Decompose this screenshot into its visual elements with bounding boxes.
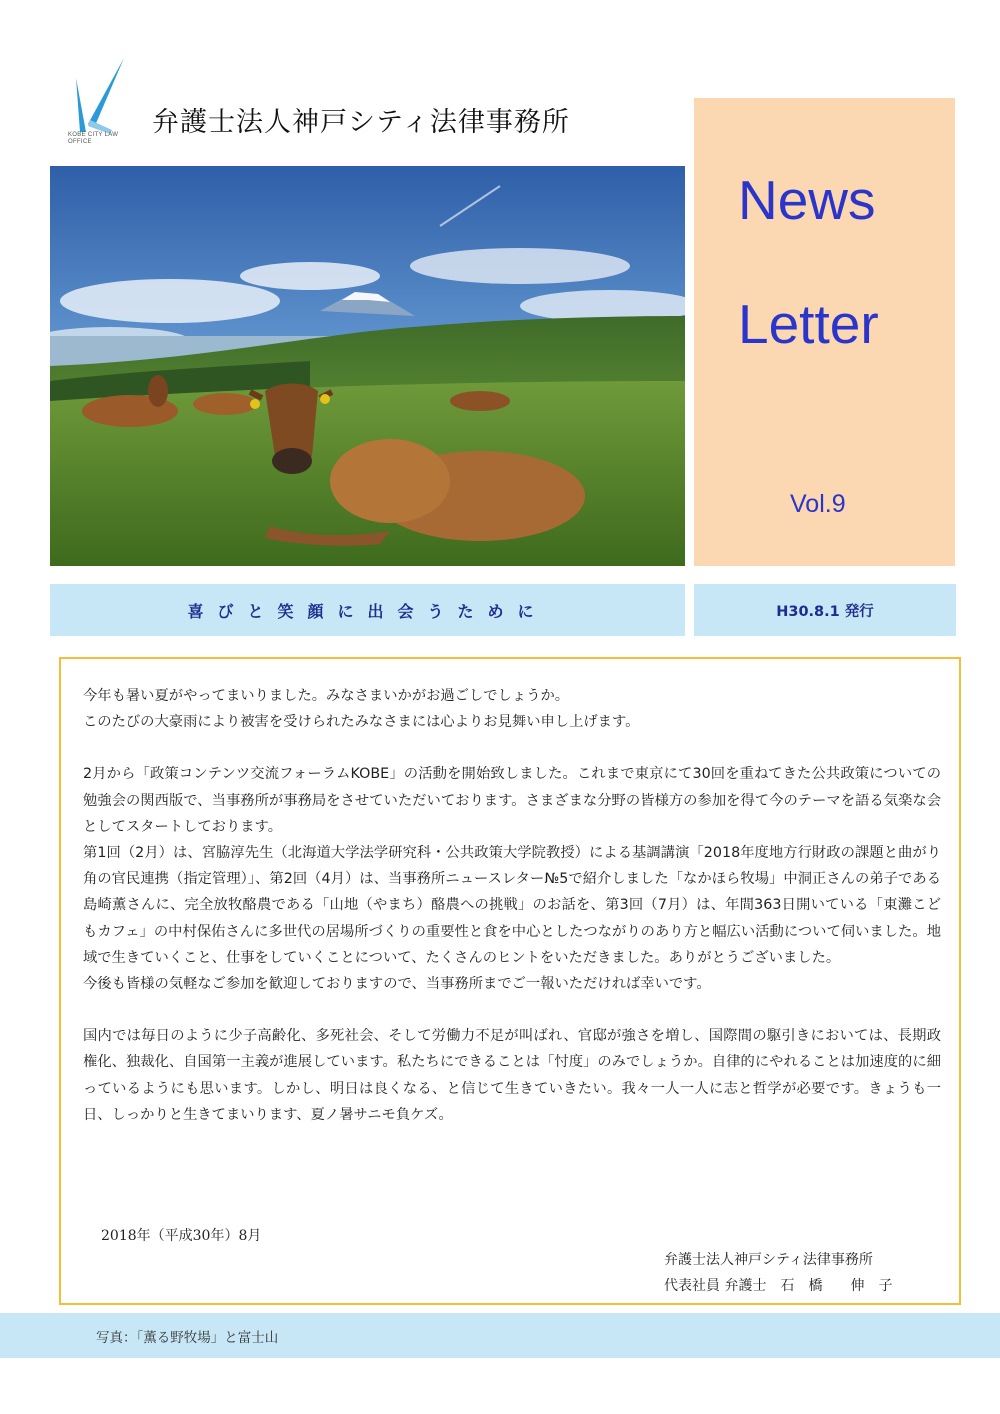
- signature-firm: 弁護士法人神戸シティ法律事務所: [664, 1252, 873, 1268]
- photo-caption: 写真：「薫る野牧場」と富士山: [96, 1330, 279, 1346]
- letter-paragraph: 今年も暑い夏がやってまいりました。みなさまいかがお過ごしでしょうか。: [83, 688, 570, 704]
- logo-text: KOBE CITY LAW OFFICE: [68, 132, 119, 145]
- newsletter-title-panel: [694, 98, 955, 566]
- letter-body: [83, 683, 941, 1128]
- theme-banner: [50, 584, 685, 636]
- letter-paragraph: 第1回（2月）は、宮脇淳先生（北海道大学法学研究科・公共政策大学院教授）による基調講演「2018年度地方行財政の課題と曲がり角の官民連携（指定管理）」、第2回（4月）は、当事務所ニュースレター№5で紹介しました「なかほら牧場」中洞正さんの弟子である島崎薫さんに、完全放牧酪農である「山地（やまち）酪農への挑戦」のお話を、第3回（7月）は、年間363日開いている「東灘こどもカフェ」の中村保佑さんに多世代の居場所づくりの重要性と食を中心としたつながりのあり方と幅広い活動について伺いました。地域で生きていくこと、仕事をしていくことについて、たくさんのヒントをいただきました。ありがとうございました。: [83, 845, 941, 966]
- firm-name: 弁護士法人神戸シティ法律事務所: [152, 107, 570, 138]
- issue-date: H30.8.1 発行: [776, 603, 874, 620]
- photo-caption-band: [0, 1313, 1000, 1358]
- letter-paragraph: 2月から「政策コンテンツ交流フォーラムKOBE」の活動を開始致しました。これまで東京にて30回を重ねてきた公共政策についての勉強会の関西版で、当事務所が事務局をさせていただいております。さまざまな分野の皆様方の参加を得て今のテーマを語る気楽な会としてスタートしております。: [83, 766, 941, 835]
- letter-paragraph: このたびの大豪雨により被害を受けられたみなさまには心よりお見舞い申し上げます。: [83, 714, 640, 731]
- letter-paragraph: 国内では毎日のように少子高齢化、多死社会、そして労働力不足が叫ばれ、官邸が強さを増し、国際間の駆引きにおいては、長期政権化、独裁化、自国第一主義が進展しています。私たちにできることは「忖度」のみでしょうか。自律的にやれることは加速度的に細っているようにも思います。しかし、明日は良くなる、と信じて生きていきたい。我々一人一人に志と哲学が必要です。きょうも一日、しっかりと生きてまいります、夏ノ暑サニモ負ケズ。: [83, 1028, 941, 1123]
- issue-date-banner: [694, 584, 956, 636]
- title-news: News: [738, 169, 876, 231]
- signature-name: 代表社員 弁護士 石 橋 伸 子: [664, 1278, 893, 1294]
- cover-photo: [50, 166, 685, 566]
- title-letter: Letter: [738, 293, 879, 355]
- greeting-letter: [59, 657, 961, 1305]
- letter-paragraph: 今後も皆様の気軽なご参加を歓迎しておりますので、当事務所までご一報いただければ幸いです。: [83, 976, 711, 993]
- volume-label: Vol.9: [790, 490, 846, 518]
- letter-date: 2018年（平成30年）8月: [101, 1228, 262, 1244]
- theme-text: 喜びと笑顔に出会うために: [187, 601, 548, 621]
